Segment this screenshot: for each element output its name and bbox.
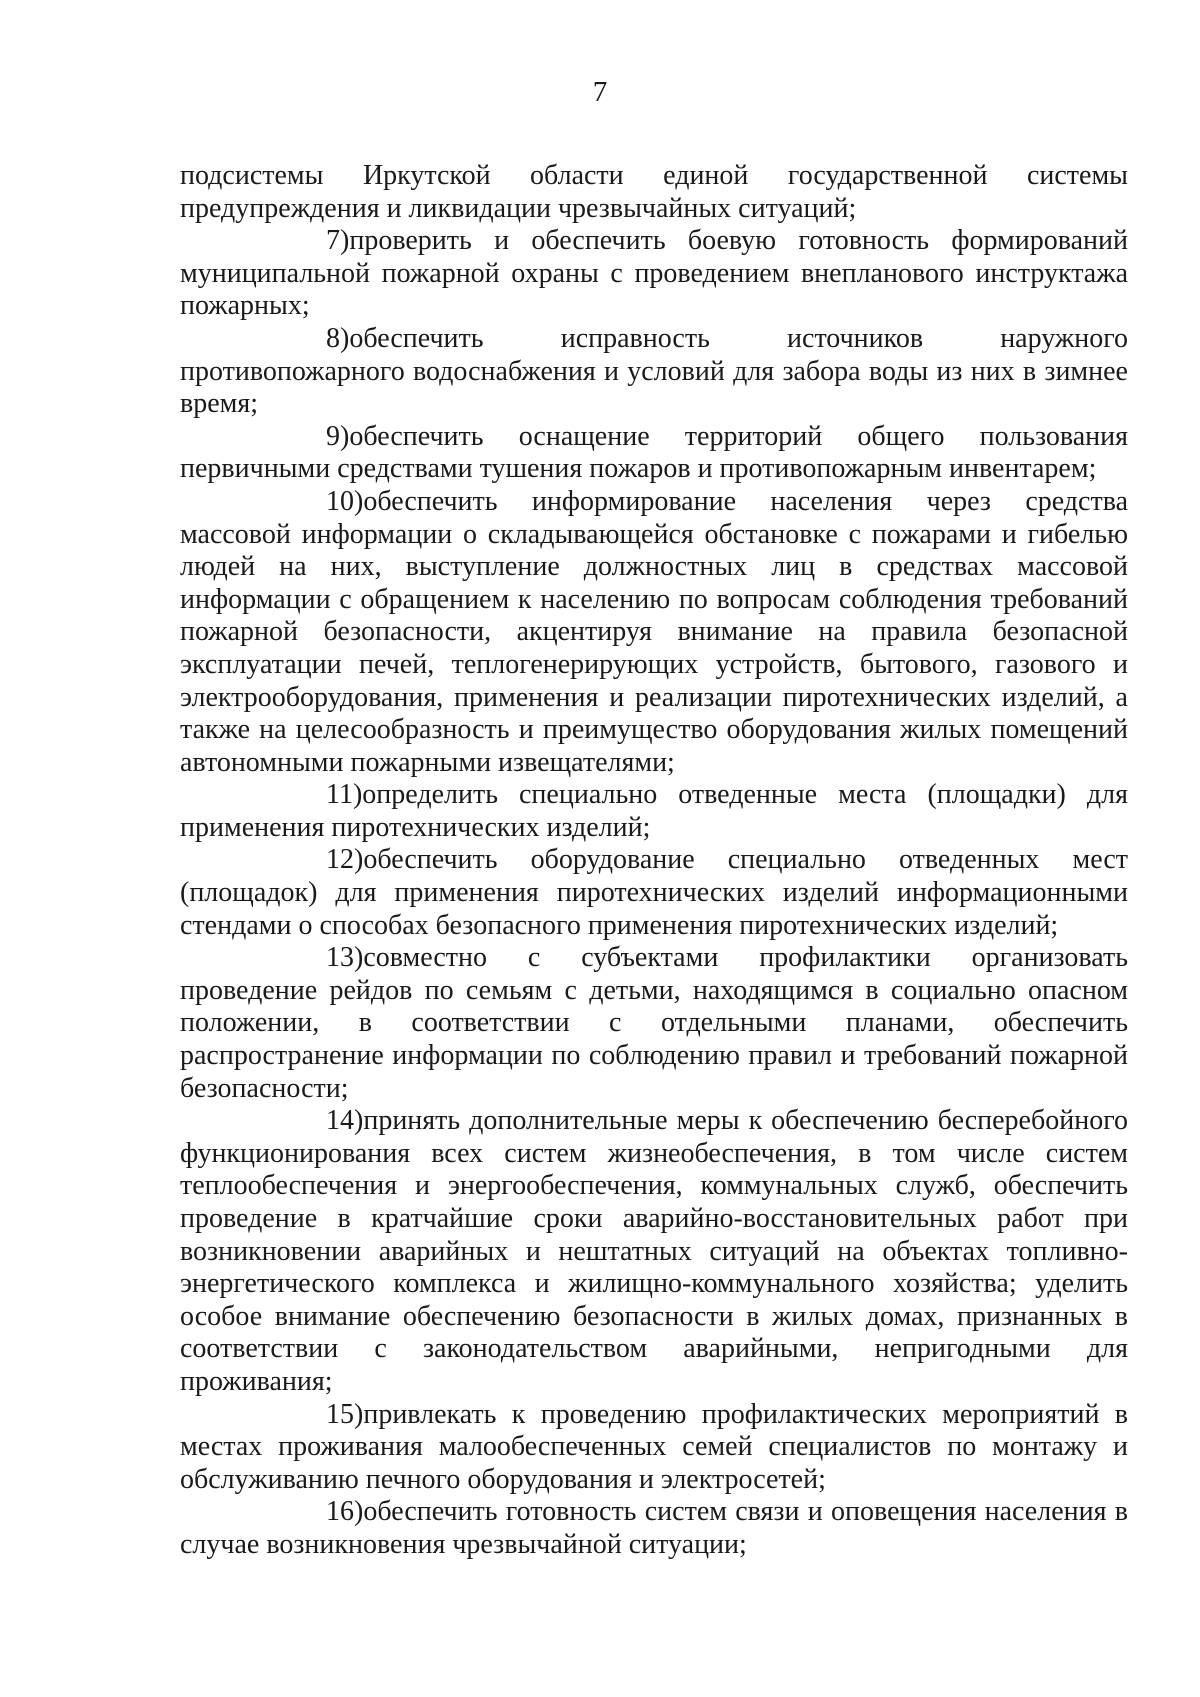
page-number: 7	[592, 76, 608, 108]
list-item-15	[180, 1399, 1128, 1497]
item-number: 12)	[326, 844, 364, 876]
item-text: проверить и обеспечить боевую готовность формирований муниципальной пожарной охраны с проведением внепланового инструктажа пожарных;	[180, 225, 1128, 322]
document-body	[180, 160, 1128, 1562]
item-text: совместно с субъектами профилактики организовать проведение рейдов по семьям с детьми, находящимся в социально опасном положении, в соответствии с отдельными планами, обеспечить распространение информации по соблюдению правил и требований пожарной безопасности;	[180, 942, 1128, 1104]
item-text: обеспечить оборудование специально отведенных мест (площадок) для применения пиротехнических изделий информационными стендами о способах безопасного применения пиротехнических изделий;	[180, 844, 1128, 941]
lead-paragraph: подсистемы Иркутской области единой государственной системы предупреждения и ликвидации чрезвычайных ситуаций;	[180, 160, 1128, 224]
list-item-14	[180, 1105, 1128, 1398]
list-item-9	[180, 421, 1128, 486]
list-item-10	[180, 486, 1128, 779]
list-item-16	[180, 1496, 1128, 1561]
item-number: 10)	[326, 485, 364, 517]
item-number: 9)	[326, 420, 350, 452]
list-item-12	[180, 844, 1128, 942]
item-number: 14)	[326, 1105, 364, 1137]
item-number: 15)	[326, 1398, 364, 1430]
item-number: 7)	[326, 225, 350, 257]
item-text: обеспечить информирование населения через средства массовой информации о складывающейся обстановке с пожарами и гибелью людей на них, выступление должностных лиц в средствах массовой информации с обращением к населению по вопросам соблюдения требований пожарной безопасности, акцентируя внимание на правила безопасной эксплуатации печей, теплогенерирующих устройств, бытового, газового и электрооборудования, применения и реализации пиротехнических изделий, а также на целесообразность и преимущество оборудования жилых помещений автономными пожарными извещателями;	[180, 485, 1128, 778]
list-item-13	[180, 942, 1128, 1105]
list-item-11	[180, 779, 1128, 844]
item-text: принять дополнительные меры к обеспечению бесперебойного функционирования всех систем жизнеобеспечения, в том числе систем теплообеспечения и энергообеспечения, коммунальных служб, обеспечить проведение в кратчайшие сроки аварийно-восстановительных работ при возникновении аварийных и нештатных ситуаций на объектах топливно-энергетического комплекса и жилищно-коммунального хозяйства; уделить особое внимание обеспечению безопасности в жилых домах, признанных в соответствии с законодательством аварийными, непригодными для проживания;	[180, 1105, 1128, 1397]
item-number: 11)	[326, 779, 363, 811]
item-text: обеспечить исправность источников наружного противопожарного водоснабжения и условий для забора воды из них в зимнее время;	[180, 322, 1128, 420]
list-item-7	[180, 225, 1128, 323]
item-text: обеспечить оснащение территорий общего пользования первичными средствами тушения пожаров и противопожарным инвентарем;	[180, 420, 1128, 485]
item-text: определить специально отведенные места (площадки) для применения пиротехнических изделий;	[180, 779, 1128, 843]
item-text: обеспечить готовность систем связи и оповещения населения в случае возникновения чрезвычайной ситуации;	[180, 1496, 1128, 1560]
list-item-8	[180, 323, 1128, 421]
item-number: 8)	[326, 322, 350, 354]
item-number: 16)	[326, 1496, 364, 1528]
item-number: 13)	[326, 942, 364, 974]
item-text: привлекать к проведению профилактических мероприятий в местах проживания малообеспеченных семей специалистов по монтажу и обслуживанию печного оборудования и электросетей;	[180, 1398, 1128, 1495]
